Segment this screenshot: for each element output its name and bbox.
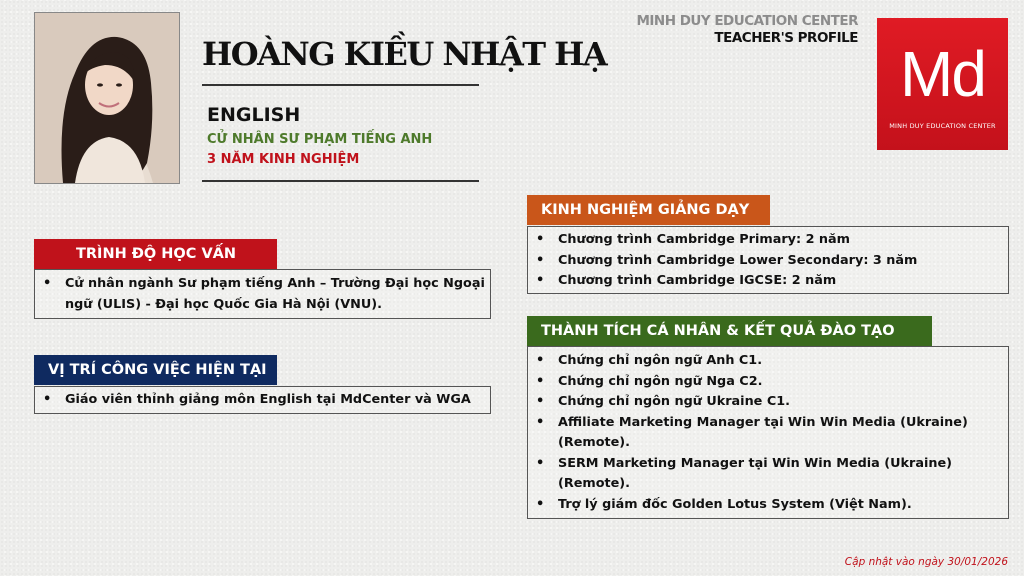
experience-years: 3 NĂM KINH NGHIỆM	[207, 152, 360, 167]
brand-logo	[877, 18, 1008, 150]
list-item: • Chứng chỉ ngôn ngữ Ukraine C1.	[528, 392, 1008, 413]
list-item: • Giáo viên thỉnh giảng môn English tại MdCenter và WGA	[35, 390, 490, 411]
list-item: • Chương trình Cambridge Lower Secondary: 3 năm	[528, 251, 1008, 272]
education-box	[34, 269, 491, 319]
teacher-subject: ENGLISH	[207, 104, 301, 126]
logo-subtitle: MINH DUY EDUCATION CENTER	[889, 122, 996, 130]
divider-bottom	[202, 180, 479, 182]
education-header: TRÌNH ĐỘ HỌC VẤN	[34, 239, 277, 269]
profile-label: TEACHER'S PROFILE	[714, 30, 858, 46]
teaching-experience-header: KINH NGHIỆM GIẢNG DẠY	[527, 195, 770, 225]
achievements-header: THÀNH TÍCH CÁ NHÂN & KẾT QUẢ ĐÀO TẠO	[527, 316, 932, 346]
last-updated-note: Cập nhật vào ngày 30/01/2026	[844, 556, 1008, 568]
teacher-name: HOÀNG KIỀU NHẬT HẠ	[202, 35, 607, 73]
list-item: • Chương trình Cambridge IGCSE: 2 năm	[528, 271, 1008, 292]
teacher-degree: CỬ NHÂN SƯ PHẠM TIẾNG ANH	[207, 132, 433, 147]
list-item: • Chương trình Cambridge Primary: 2 năm	[528, 230, 1008, 251]
divider-top	[202, 84, 479, 86]
teaching-experience-box	[527, 226, 1009, 294]
brand-center-name: MINH DUY EDUCATION CENTER	[636, 13, 858, 29]
list-item: • Affiliate Marketing Manager tại Win Win Media (Ukraine) (Remote).	[528, 413, 1008, 454]
list-item: • SERM Marketing Manager tại Win Win Media (Ukraine) (Remote).	[528, 454, 1008, 495]
logo-mark: Md	[900, 38, 985, 110]
list-item: • Cử nhân ngành Sư phạm tiếng Anh – Trường Đại học Ngoại ngữ (ULIS) - Đại học Quốc Gia Hà Nội (VNU).	[35, 274, 490, 315]
teacher-photo	[34, 12, 180, 184]
achievements-box	[527, 346, 1009, 519]
position-header: VỊ TRÍ CÔNG VIỆC HIỆN TẠI	[34, 355, 277, 385]
list-item: • Chứng chỉ ngôn ngữ Anh C1.	[528, 351, 1008, 372]
list-item: • Chứng chỉ ngôn ngữ Nga C2.	[528, 372, 1008, 393]
list-item: • Trợ lý giám đốc Golden Lotus System (Việt Nam).	[528, 495, 1008, 516]
position-box	[34, 386, 491, 414]
